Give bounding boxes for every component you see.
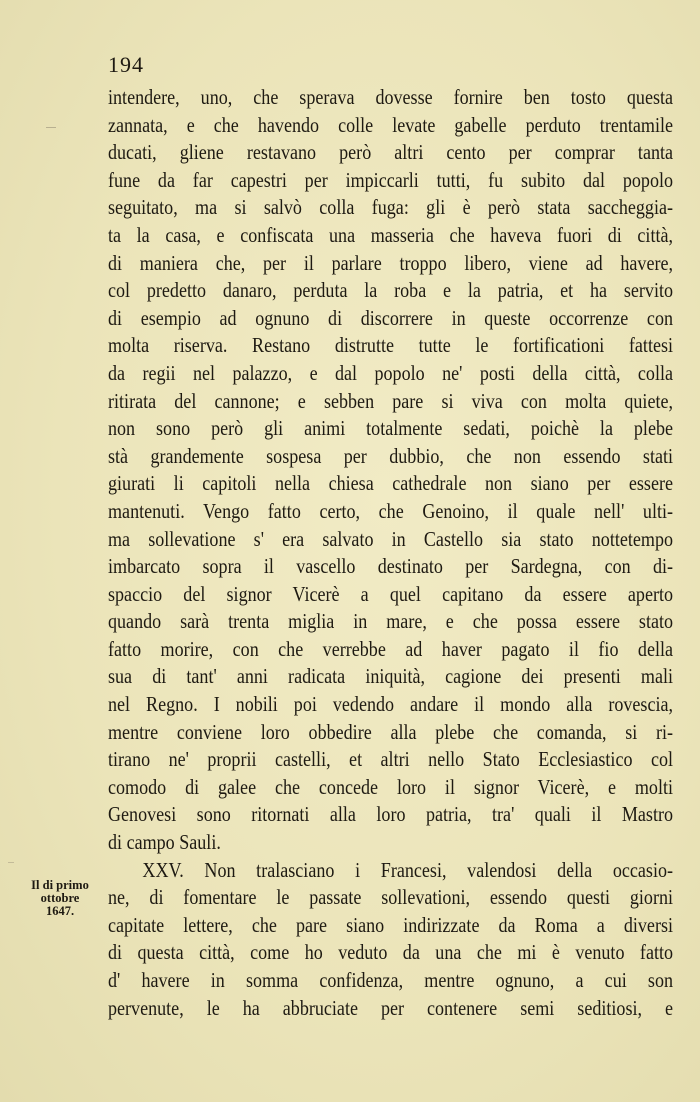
text-line: mantenuti. Vengo fatto certo, che Genoino, il quale nell' ulti- (108, 498, 674, 523)
text-line: fatto morire, con che verrebbe ad haver pagato il fio della (108, 636, 674, 661)
margin-note-date (22, 879, 98, 918)
text-line: d' havere in somma confidenza, mentre ognuno, a cui son (108, 968, 674, 992)
text-line: mentre conviene loro obbedire alla plebe che comanda, si ri- (108, 719, 674, 744)
margin-note-line: ottobre (40, 891, 80, 905)
text-line: fune da far capestri per impiccarli tutti, fu subito dal popolo (108, 167, 674, 192)
body-text (108, 84, 673, 1022)
text-line: di maniera che, per il parlare troppo libero, viene ad havere, (108, 250, 674, 275)
text-line: ritirata del cannone; e sebben pare si viva con molta quiete, (108, 388, 674, 413)
text-line: ducati, gliene restavano però altri cento per comprar tanta (108, 140, 674, 165)
text-line: capitate lettere, che pare siano indirizzate da Roma a diversi (108, 912, 674, 937)
text-line: imbarcato sopra il vascello destinato per Sardegna, con di- (108, 554, 674, 579)
text-line: XXV. Non tralasciano i Francesi, valendosi della occasio- (142, 857, 674, 882)
text-line: ne, di fomentare le passate sollevationi, essendo questi giorni (108, 885, 674, 910)
text-line: intendere, uno, che sperava dovesse fornire ben tosto questa (108, 85, 674, 109)
margin-mark (8, 862, 14, 863)
text-line: tirano ne' proprii castelli, et altri nello Stato Ecclesiastico col (108, 747, 674, 772)
margin-note-line: Il di primo (31, 878, 89, 892)
text-line: non sono però gli animi totalmente sedati, poichè la plebe (108, 416, 674, 441)
text-line: di esempio ad ognuno di discorrere in queste occorrenze con (108, 305, 674, 330)
text-line: ma sollevatione s' era salvato in Castello sia stato nottetempo (108, 526, 674, 551)
page-number: 194 (108, 52, 144, 77)
text-line: spaccio del signor Vicerè a quel capitano da essere aperto (108, 581, 674, 606)
text-line: di campo Sauli. (108, 830, 221, 855)
text-line: giurati li capitoli nella chiesa cathedrale non siano per essere (108, 471, 674, 496)
text-line: col predetto danaro, perduta la roba e la patria, et ha servito (108, 278, 674, 303)
margin-mark (46, 127, 56, 128)
text-line: di questa città, come ho veduto da una che mi è venuto fatto (108, 940, 674, 965)
text-line: zannata, e che havendo colle levate gabelle perduto trentamile (108, 112, 674, 137)
text-line: molta riserva. Restano distrutte tutte le fortificationi fattesi (108, 333, 674, 358)
margin-note-line: 1647. (45, 904, 75, 918)
text-line: Genovesi sono ritornati alla loro patria, tra' quali il Mastro (108, 802, 674, 827)
text-line: nel Regno. I nobili poi vedendo andare il mondo alla rovescia, (108, 692, 674, 717)
text-line: pervenute, le ha abbruciate per contenere semi seditiosi, e (108, 995, 674, 1020)
text-line: comodo di galee che concede loro il signor Vicerè, e molti (108, 774, 674, 799)
text-line: seguitato, ma si salvò colla fuga: gli è però stata saccheggia- (108, 195, 674, 220)
text-line: ta la casa, e confiscata una masseria che haveva fuori di città, (108, 222, 674, 247)
text-line: da regii nel palazzo, e dal popolo ne' posti della città, colla (108, 360, 674, 385)
text-line: stà grandemente sospesa per dubbio, che non essendo stati (108, 443, 674, 468)
text-line: sua di tant' anni radicata iniquità, cagione dei presenti mali (108, 664, 674, 689)
text-line: quando sarà trenta miglia in mare, e che possa essere stato (108, 609, 674, 634)
